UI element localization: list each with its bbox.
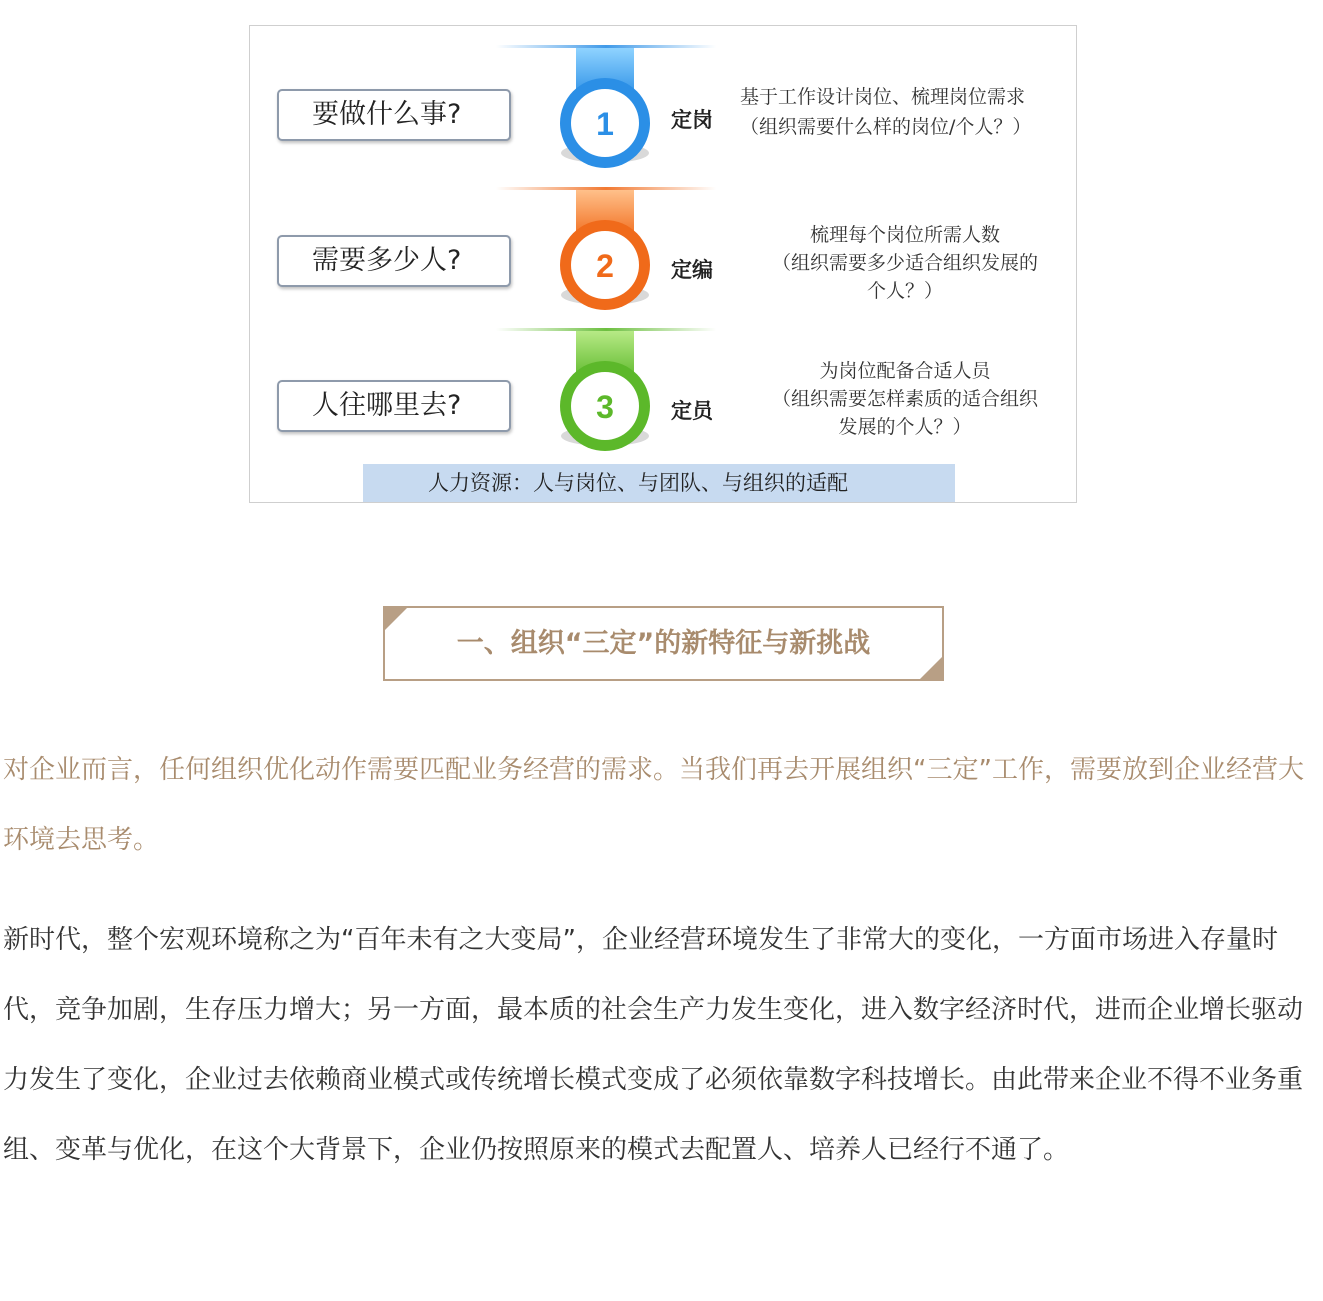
step-3-desc-line-2: （组织需要怎样素质的适合组织 bbox=[771, 388, 1038, 410]
question-box-1: 要做什么事? bbox=[277, 89, 511, 141]
step-3-desc-line-1: 为岗位配备合适人员 bbox=[819, 360, 991, 382]
step-1-desc-line-1: 基于工作设计岗位、梳理岗位需求 bbox=[740, 86, 1026, 108]
step-3-desc-line-3: 发展的个人？） bbox=[838, 416, 972, 438]
step-2-desc-line-3: 个人？） bbox=[866, 280, 943, 302]
step-3-description bbox=[740, 357, 1070, 441]
three-fixes-diagram bbox=[249, 25, 1077, 503]
question-box-2: 需要多少人? bbox=[277, 235, 511, 287]
step-1-desc-line-2: （组织需要什么样的岗位/个人？） bbox=[740, 116, 1032, 138]
step-2-desc-line-1: 梳理每个岗位所需人数 bbox=[809, 224, 1000, 246]
section-heading-title: 一、组织“三定”的新特征与新挑战 bbox=[456, 628, 871, 659]
step-2-top-line bbox=[496, 187, 716, 190]
step-2-description bbox=[740, 221, 1070, 305]
step-1-number: 1 bbox=[596, 106, 614, 142]
section-heading-box bbox=[383, 606, 944, 681]
intro-paragraph: 对企业而言，任何组织优化动作需要匹配业务经营的需求。当我们再去开展组织“三定”工作，需要放到企业经营大环境去思考。 bbox=[3, 755, 1304, 855]
step-3-name: 定员 bbox=[671, 399, 713, 423]
step-2-desc-line-2: （组织需要多少适合组织发展的 bbox=[771, 252, 1038, 274]
step-1-description bbox=[740, 82, 1070, 142]
step-3-top-line bbox=[496, 328, 716, 331]
step-3-number: 3 bbox=[596, 389, 614, 425]
body-paragraph: 新时代，整个宏观环境称之为“百年未有之大变局”，企业经营环境发生了非常大的变化，一方面市场进入存量时代，竞争加剧，生存压力增大；另一方面，最本质的社会生产力发生变化，进入数字经济时代，进而企业增长驱动力发生了变化，企业过去依赖商业模式或传统增长模式变成了必须依靠数字科技增长。由此带来企业不得不业务重组、变革与优化，在这个大背景下，企业仍按照原来的模式去配置人、培养人已经行不通了。 bbox=[3, 925, 1304, 1165]
step-2-name: 定编 bbox=[671, 258, 713, 282]
step-1-name: 定岗 bbox=[671, 108, 713, 132]
step-2-number: 2 bbox=[596, 248, 614, 284]
step-1-top-line bbox=[496, 45, 716, 48]
question-box-3: 人往哪里去? bbox=[277, 380, 511, 432]
diagram-summary-bar: 人力资源：人与岗位、与团队、与组织的适配 bbox=[363, 464, 955, 502]
